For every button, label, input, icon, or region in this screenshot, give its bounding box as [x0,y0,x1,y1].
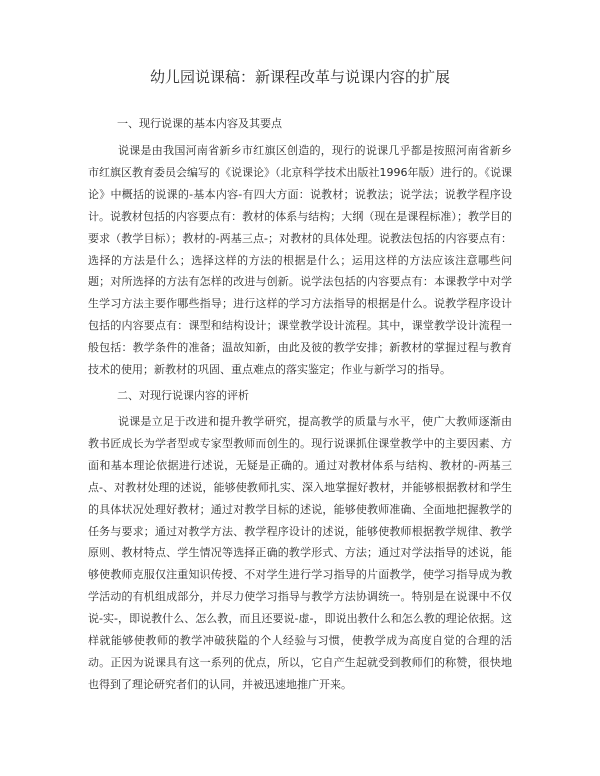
section-heading-2: 二、对现行说课内容的评析 [117,389,249,402]
section-paragraph-1: 说课是由我国河南省新乡市红旗区创造的，现行的说课几乎都是按照河南省新乡市红旗区教育委员会编写的《说课论》（北京科学技术出版社1996年版）进行的。《说课论》中概括的说课的-基本内容-有四大方面：说教材；说教法；说学法；说教学程序设计。说教材包括的内容要点有：教材的体系与结构；大纲（现在是课程标准）；教学目的要求（教学目标）；教材的-两基三点-；对教材的具体处理。说教法包括的内容要点有：选择的方法是什么；选择这样的方法的根据是什么；运用这样的方法应该注意哪些问题；对所选择的方法有怎样的改进与创新。说学法包括的内容要点有：本课教学中对学生学习方法主要作哪些指导；进行这样的学习方法指导的根据是什么。说教学程序设计包括的内容要点有：课型和结构设计；课堂教学设计流程。其中，课堂教学设计流程一般包括：教学条件的准备；温故知新，由此及彼的教学安排；新教材的掌握过程与教育技术的使用；新教材的巩固、重点难点的落实鉴定；作业与新学习的指导。 [88,144,512,377]
section-paragraph-2: 说课是立足于改进和提升教学研究，提高教学的质量与水平，使广大教师逐渐由教书匠成长为学者型或专家型教师而创生的。现行说课抓住课堂教学中的主要因素、方面和基本理论依据进行述说，无疑是正确的。通过对教材体系与结构、教材的-两基三点-、对教材处理的述说，能够使教师扎实、深入地掌握好教材，并能够根据教材和学生的具体状况处理好教材；通过对教学目标的述说，能够使教师准确、全面地把握教学的任务与要求；通过对教学方法、教学程序设计的述说，能够使教师根据教学规律、教学原则、教材特点、学生情况等选择正确的教学形式、方法；通过对学法指导的述说，能够使教师克服仅注重知识传授、不对学生进行学习指导的片面教学，使学习指导成为教学活动的有机组成部分，并尽力使学习指导与教学方法协调统一。特别是在说课中不仅说-实-，即说教什么、怎么教，而且还要说-虚-，即说出教什么和怎么教的理论依据。这样就能够使教师的教学冲破狭隘的个人经验与习惯，使教学成为高度自觉的合理的活动。正因为说课具有这一系列的优点，所以，它自产生起就受到教师们的称赞，很快地也得到了理论研究者们的认同，并被迅速地推广开来。 [88,415,512,691]
document-title: 幼儿园说课稿：新课程改革与说课内容的扩展 [149,68,450,86]
section-heading-1: 一、现行说课的基本内容及其要点 [117,117,282,130]
